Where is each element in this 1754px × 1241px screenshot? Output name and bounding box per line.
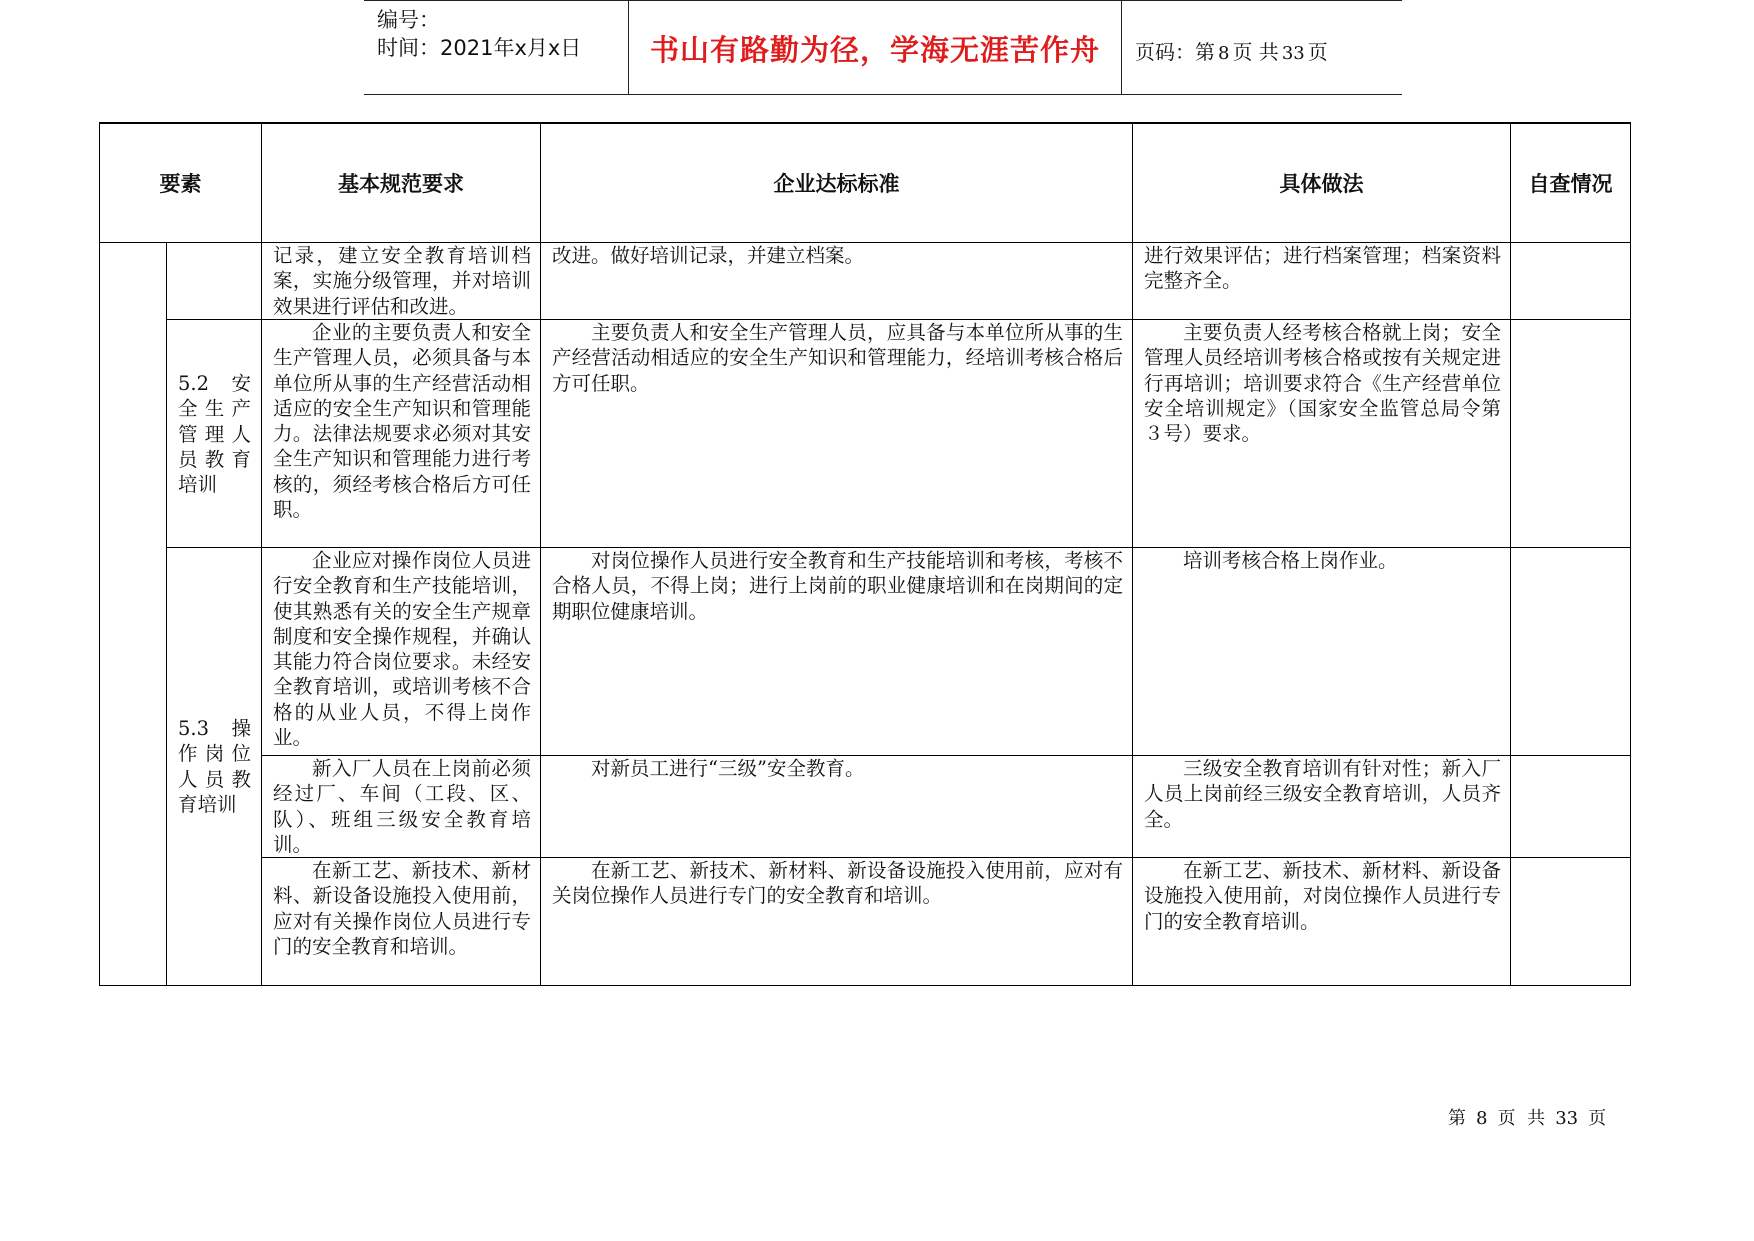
self-check-cell[interactable] — [1511, 243, 1631, 320]
practice-cell — [1133, 756, 1511, 858]
section-label: 5.3 操作岗位人员教育培训 — [178, 717, 251, 816]
footer-prefix: 第 — [1448, 1108, 1466, 1129]
table-row — [100, 243, 1631, 320]
header-page-number — [1135, 36, 1328, 65]
header-bottom-rule — [364, 94, 1402, 95]
section-cell — [167, 243, 262, 320]
practice-text: 主要负责人经考核合格就上岗；安全管理人员经培训考核合格或按有关规定进行再培训；培训要求符合《生产经营单位安全培训规定》（国家安全监管总局令第３号）要求。 — [1144, 321, 1501, 446]
page-footer — [1448, 1104, 1616, 1130]
table-row — [100, 548, 1631, 756]
document-time-label: 时间：2021年x月x日 — [377, 36, 582, 60]
requirement-cell — [262, 858, 541, 986]
header-top-rule — [364, 0, 1402, 1]
practice-text: 培训考核合格上岗作业。 — [1183, 549, 1398, 572]
requirement-text: 企业应对操作岗位人员进行安全教育和生产技能培训，使其熟悉有关的安全生产规章制度和安全操作规程，并确认其能力符合岗位要求。未经安全教育培训，或培训考核不合格的从业人员，不得上岗作业。 — [273, 549, 531, 750]
footer-suffix: 页 — [1588, 1108, 1607, 1129]
footer-current: 8 — [1476, 1108, 1488, 1129]
requirement-cell — [262, 548, 541, 756]
self-check-cell[interactable] — [1511, 320, 1631, 548]
footer-middle: 页 共 — [1497, 1108, 1546, 1129]
page-current: 8 — [1218, 43, 1230, 64]
standard-cell — [541, 320, 1133, 548]
standard-text: 对岗位操作人员进行安全教育和生产技能培训和考核，考核不合格人员，不得上岗；进行上岗前的职业健康培训和在岗期间的定期职位健康培训。 — [552, 549, 1123, 623]
element-outer-cell — [100, 243, 167, 986]
table-row — [100, 756, 1631, 858]
standard-text: 对新员工进行“三级”安全教育。 — [591, 757, 865, 780]
self-check-cell[interactable] — [1511, 858, 1631, 986]
standard-cell — [541, 858, 1133, 986]
footer-total: 33 — [1555, 1108, 1579, 1129]
table-row — [100, 320, 1631, 548]
requirement-cell — [262, 756, 541, 858]
practice-cell — [1133, 320, 1511, 548]
table-row — [100, 858, 1631, 986]
practice-text: 在新工艺、新技术、新材料、新设备设施投入使用前，对岗位操作人员进行专门的安全教育培训。 — [1144, 859, 1501, 933]
self-check-cell[interactable] — [1511, 548, 1631, 756]
requirement-text: 在新工艺、新技术、新材料、新设备设施投入使用前，应对有关操作岗位人员进行专门的安全教育和培训。 — [273, 859, 531, 959]
practice-cell — [1133, 858, 1511, 986]
standard-text: 主要负责人和安全生产管理人员，应具备与本单位所从事的生产经营活动相适应的安全生产知识和管理能力，经培训考核合格后方可任职。 — [552, 321, 1123, 395]
standard-cell — [541, 756, 1133, 858]
requirement-text: 企业的主要负责人和安全生产管理人员，必须具备与本单位所从事的生产经营活动相适应的安全生产知识和管理能力。法律法规要求必须对其安全生产知识和管理能力进行考核的，须经考核合格后方可任职。 — [273, 321, 531, 522]
requirement-text: 记录，建立安全教育培训档案，实施分级管理，并对培训效果进行评估和改进。 — [273, 244, 531, 318]
section-cell — [167, 320, 262, 548]
requirement-text: 新入厂人员在上岗前必须经过厂、车间（工段、区、队）、班组三级安全教育培训。 — [273, 757, 531, 856]
page-suffix: 页 — [1307, 40, 1328, 64]
requirement-cell — [262, 243, 541, 320]
requirement-cell — [262, 320, 541, 548]
header-element: 要素 — [100, 123, 262, 243]
standard-cell — [541, 548, 1133, 756]
practice-cell — [1133, 243, 1511, 320]
standard-cell — [541, 243, 1133, 320]
document-number-label: 编号： — [377, 8, 440, 32]
practice-text: 进行效果评估；进行档案管理；档案资料完整齐全。 — [1144, 244, 1501, 293]
practice-cell — [1133, 548, 1511, 756]
standard-text: 在新工艺、新技术、新材料、新设备设施投入使用前，应对有关岗位操作人员进行专门的安全教育和培训。 — [552, 859, 1123, 908]
table-header-row — [100, 123, 1631, 243]
self-check-cell[interactable] — [1511, 756, 1631, 858]
header-specific-practice: 具体做法 — [1133, 123, 1511, 243]
page-middle: 页 共 — [1232, 40, 1279, 64]
page-prefix: 页码：第 — [1135, 40, 1215, 64]
header-self-check: 自查情况 — [1511, 123, 1631, 243]
header-divider — [1121, 0, 1122, 94]
standards-table — [99, 122, 1631, 986]
header-basic-requirement: 基本规范要求 — [262, 123, 541, 243]
page-total: 33 — [1281, 43, 1305, 64]
section-cell — [167, 548, 262, 986]
header-motto: 书山有路勤为径，学海无涯苦作舟 — [649, 33, 1100, 67]
header-enterprise-standard: 企业达标标准 — [541, 123, 1133, 243]
section-label: 5.2 安全生产管理人员教育培训 — [178, 372, 251, 497]
standard-text: 改进。做好培训记录，并建立档案。 — [552, 244, 865, 267]
practice-text: 三级安全教育培训有针对性；新入厂人员上岗前经三级安全教育培训，人员齐全。 — [1144, 757, 1501, 831]
